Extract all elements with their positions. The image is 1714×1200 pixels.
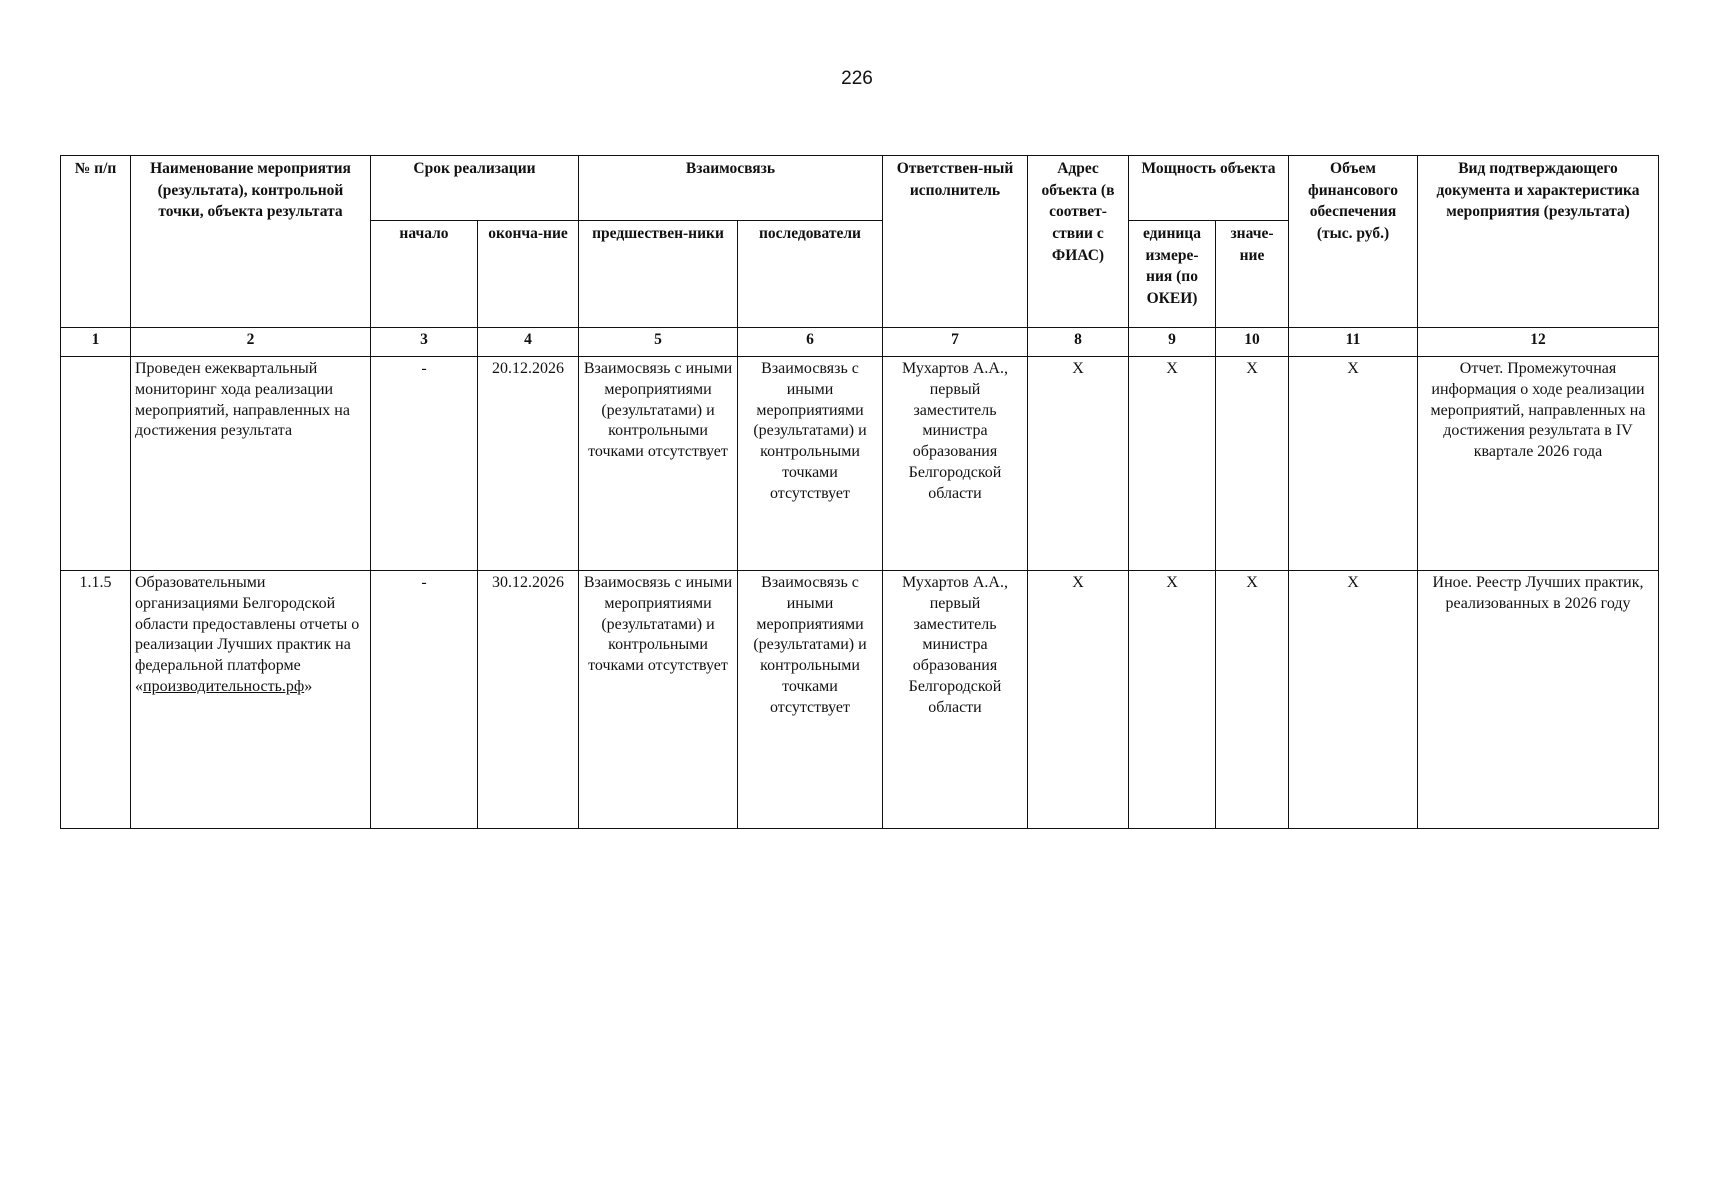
column-number: 4 <box>478 328 579 357</box>
executor-cell: Мухартов А.А., первый заместитель министра образования Белгородской области <box>883 571 1028 829</box>
value-cell: X <box>1216 571 1289 829</box>
column-number: 2 <box>131 328 371 357</box>
header-term-end: оконча-ние <box>478 221 579 328</box>
finance-cell: X <box>1289 357 1418 571</box>
header-executor: Ответствен-ный исполнитель <box>883 156 1028 328</box>
header-row-1 <box>61 156 1659 221</box>
header-doc-type: Вид подтверждающего документа и характеристика мероприятия (результата) <box>1418 156 1659 328</box>
address-cell: X <box>1028 357 1129 571</box>
finance-cell: X <box>1289 571 1418 829</box>
platform-link[interactable]: производительность.рф <box>143 677 305 695</box>
address-cell: X <box>1028 571 1129 829</box>
header-capacity: Мощность объекта <box>1129 156 1289 221</box>
header-successors: последователи <box>738 221 883 328</box>
column-number: 12 <box>1418 328 1659 357</box>
unit-cell: X <box>1129 571 1216 829</box>
header-value: значе-ние <box>1216 221 1289 328</box>
column-number-row <box>61 328 1659 357</box>
row-number: 1.1.5 <box>61 571 131 829</box>
header-relation: Взаимосвязь <box>579 156 883 221</box>
column-number: 1 <box>61 328 131 357</box>
doc-type-cell: Иное. Реестр Лучших практик, реализованных в 2026 году <box>1418 571 1659 829</box>
unit-cell: X <box>1129 357 1216 571</box>
header-unit: единица измере-ния (по ОКЕИ) <box>1129 221 1216 328</box>
column-number: 7 <box>883 328 1028 357</box>
header-address: Адрес объекта (в соответ-ствии с ФИАС) <box>1028 156 1129 328</box>
row-number <box>61 357 131 571</box>
successors-cell: Взаимосвязь с иными мероприятиями (результатами) и контрольными точками отсутствует <box>738 357 883 571</box>
successors-cell: Взаимосвязь с иными мероприятиями (результатами) и контрольными точками отсутствует <box>738 571 883 829</box>
end-date: 20.12.2026 <box>478 357 579 571</box>
header-name: Наименование мероприятия (результата), контрольной точки, объекта результата <box>131 156 371 328</box>
header-predecessors: предшествен-ники <box>579 221 738 328</box>
header-num: № п/п <box>61 156 131 328</box>
header-finance: Объем финансового обеспечения (тыс. руб.) <box>1289 156 1418 328</box>
page-number: 226 <box>841 68 873 89</box>
doc-type-cell: Отчет. Промежуточная информация о ходе реализации мероприятий, направленных на достижения результата в IV квартале 2026 года <box>1418 357 1659 571</box>
start-date: - <box>371 357 478 571</box>
plan-table <box>60 155 1659 829</box>
column-number: 10 <box>1216 328 1289 357</box>
column-number: 6 <box>738 328 883 357</box>
event-name-text: Образовательными организациями Белгородской области предоставлены отчеты о реализации Лучших практик на федеральной платформе « <box>135 574 360 695</box>
executor-cell: Мухартов А.А., первый заместитель министра образования Белгородской области <box>883 357 1028 571</box>
table-row <box>61 357 1659 571</box>
column-number: 9 <box>1129 328 1216 357</box>
column-number: 3 <box>371 328 478 357</box>
header-term-start: начало <box>371 221 478 328</box>
event-name-tail: » <box>304 677 313 695</box>
column-number: 11 <box>1289 328 1418 357</box>
table-row <box>61 571 1659 829</box>
event-name: Проведен ежеквартальный мониторинг хода реализации мероприятий, направленных на достижения результата <box>131 357 371 571</box>
end-date: 30.12.2026 <box>478 571 579 829</box>
header-term: Срок реализации <box>371 156 579 221</box>
column-number: 5 <box>579 328 738 357</box>
predecessors-cell: Взаимосвязь с иными мероприятиями (результатами) и контрольными точками отсутствует <box>579 571 738 829</box>
column-number: 8 <box>1028 328 1129 357</box>
event-name <box>131 571 371 829</box>
value-cell: X <box>1216 357 1289 571</box>
predecessors-cell: Взаимосвязь с иными мероприятиями (результатами) и контрольными точками отсутствует <box>579 357 738 571</box>
start-date: - <box>371 571 478 829</box>
